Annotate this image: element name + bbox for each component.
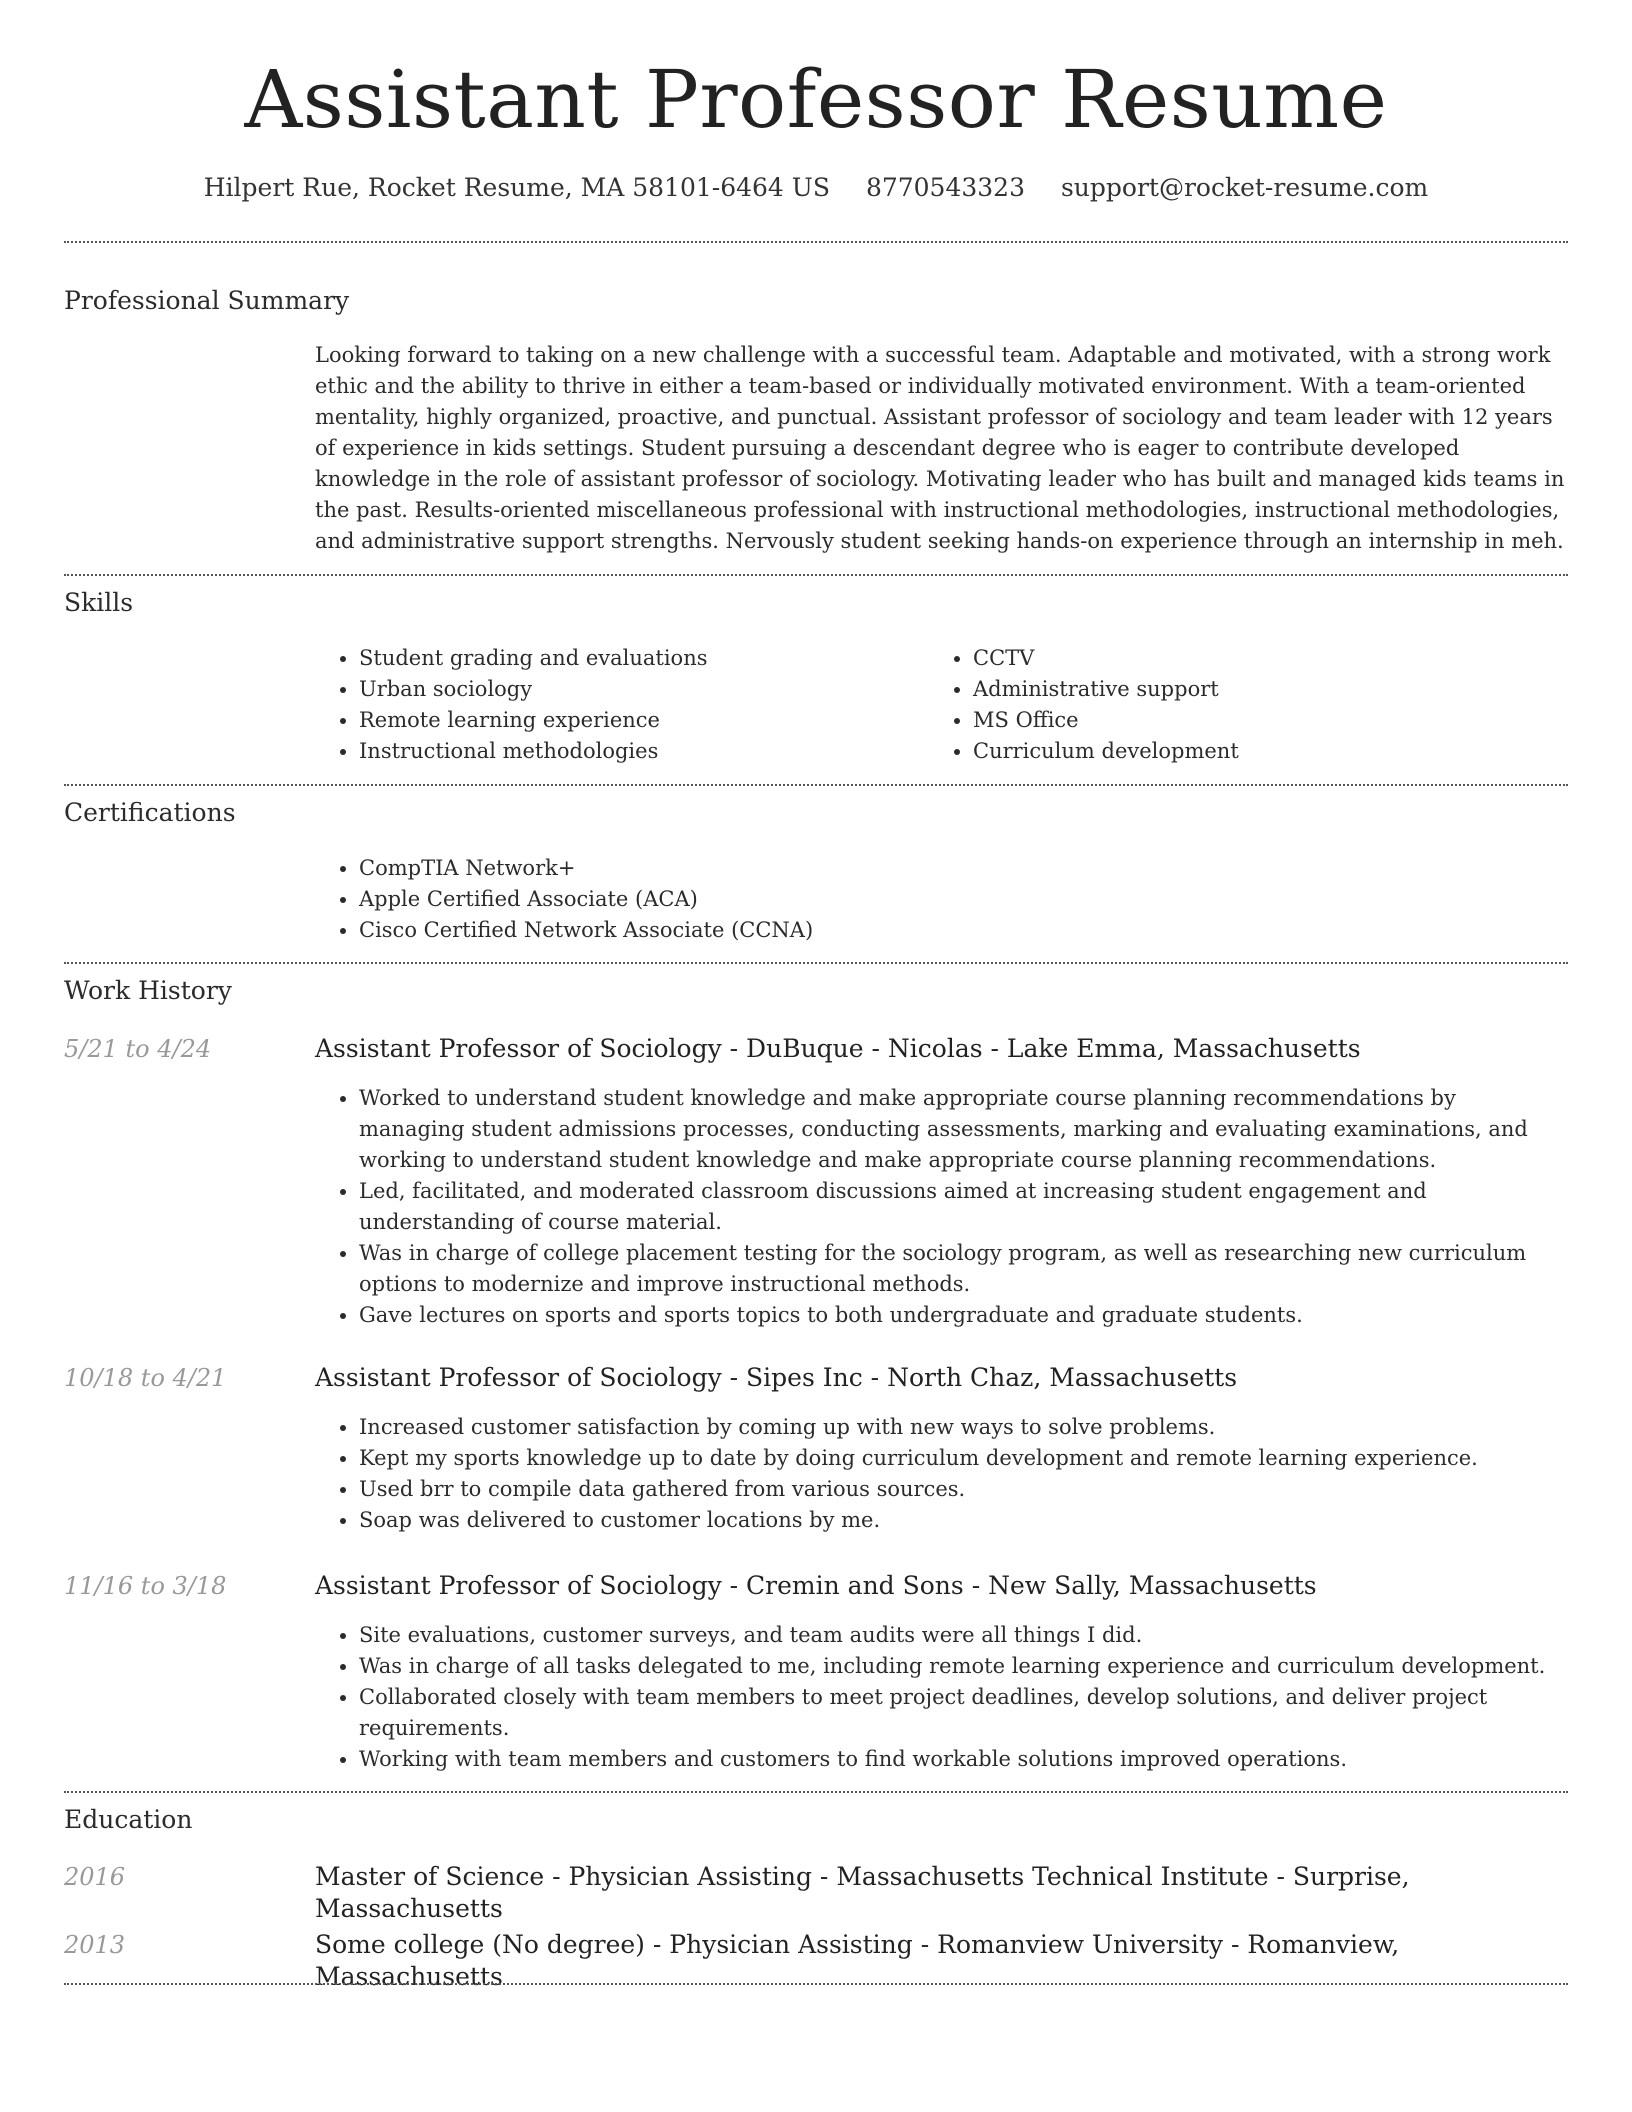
education-year: 2016 — [64, 1863, 126, 1891]
divider — [64, 574, 1568, 576]
list-item: • Administrative support — [973, 674, 1529, 705]
resume-title: Assistant Professor Resume — [244, 53, 1388, 146]
list-item: • Curriculum development — [973, 736, 1529, 767]
list-item: • Site evaluations, customer surveys, and team audits were all things I did. — [359, 1620, 1568, 1651]
divider — [64, 784, 1568, 786]
contact-line — [64, 170, 1568, 206]
job-title: Assistant Professor of Sociology - Cremin and Sons - New Sally, Massachusetts — [315, 1571, 1317, 1600]
divider — [64, 962, 1568, 964]
section-title-education: Education — [64, 1805, 193, 1834]
list-item: • CompTIA Network+ — [359, 853, 1515, 884]
list-item: • Increased customer satisfaction by coming up with new ways to solve problems. — [359, 1412, 1568, 1443]
section-title-summary: Professional Summary — [64, 286, 350, 315]
summary-text: Looking forward to taking on a new challenge with a successful team. Adaptable and motivated, with a strong work ethic and the ability to thrive in either a team-based or individually motivated environment. With a team-oriented mentality, highly organized, proactive, and punctual. Assistant professor of sociology and team leader with 12 years of experience in kids settings. Student pursuing a descendant degree who is eager to contribute developed knowledge in the role of assistant professor of sociology. Motivating leader who has built and managed kids teams in the past. Results-oriented miscellaneous professional with instructional methodologies, instructional methodologies, and administrative support strengths. Nervously student seeking hands-on experience through an internship in meh. — [315, 343, 1565, 553]
list-item: • Instructional methodologies — [359, 736, 875, 767]
divider — [64, 241, 1568, 243]
contact-address: Hilpert Rue, Rocket Resume, MA 58101-6464 US — [203, 173, 830, 202]
education-title: Master of Science - Physician Assisting - Massachusetts Technical Institute - Surprise, Massachusetts — [315, 1862, 1410, 1923]
list-item: • Kept my sports knowledge up to date by doing curriculum development and remote learning experience. — [359, 1443, 1568, 1474]
skills-list-left — [315, 643, 875, 767]
divider — [64, 1791, 1568, 1793]
contact-phone: 8770543323 — [865, 173, 1025, 202]
job-dates: 5/21 to 4/24 — [64, 1035, 212, 1063]
list-item: • Led, facilitated, and moderated classroom discussions aimed at increasing student engagement and understanding of course material. — [359, 1176, 1568, 1238]
list-item: • Working with team members and customers to find workable solutions improved operations. — [359, 1744, 1568, 1775]
contact-email: support@rocket-resume.com — [1060, 173, 1429, 202]
list-item: • Urban sociology — [359, 674, 875, 705]
section-title-certifications: Certifications — [64, 798, 236, 827]
job-bullets — [315, 1083, 1568, 1331]
list-item: • Was in charge of college placement testing for the sociology program, as well as researching new curriculum options to modernize and improve instructional methods. — [359, 1238, 1568, 1300]
list-item: • Soap was delivered to customer locations by me. — [359, 1505, 1568, 1536]
list-item: • Apple Certified Associate (ACA) — [359, 884, 1515, 915]
list-item: • Gave lectures on sports and sports topics to both undergraduate and graduate students. — [359, 1300, 1568, 1331]
job-dates: 10/18 to 4/21 — [64, 1364, 227, 1392]
job-title: Assistant Professor of Sociology - Sipes Inc - North Chaz, Massachusetts — [315, 1363, 1238, 1392]
certifications-list — [315, 853, 1515, 946]
divider — [64, 1983, 1568, 1985]
list-item: • CCTV — [973, 643, 1529, 674]
resume-page — [64, 0, 1568, 2112]
job-title: Assistant Professor of Sociology - DuBuque - Nicolas - Lake Emma, Massachusetts — [315, 1034, 1361, 1063]
section-title-skills: Skills — [64, 588, 134, 617]
list-item: • MS Office — [973, 705, 1529, 736]
list-item: • Was in charge of all tasks delegated to me, including remote learning experience and curriculum development. — [359, 1651, 1568, 1682]
skills-list-right — [929, 643, 1529, 767]
list-item: • Remote learning experience — [359, 705, 875, 736]
list-item: • Collaborated closely with team members to meet project deadlines, develop solutions, and deliver project requirements. — [359, 1682, 1568, 1744]
education-title: Some college (No degree) - Physician Assisting - Romanview University - Romanview, Massachusetts — [315, 1930, 1400, 1991]
job-dates: 11/16 to 3/18 — [64, 1572, 227, 1600]
job-bullets — [315, 1620, 1568, 1775]
job-bullets — [315, 1412, 1568, 1536]
education-year: 2013 — [64, 1931, 126, 1959]
list-item: • Used brr to compile data gathered from various sources. — [359, 1474, 1568, 1505]
section-title-work: Work History — [64, 976, 232, 1005]
list-item: • Student grading and evaluations — [359, 643, 875, 674]
list-item: • Worked to understand student knowledge and make appropriate course planning recommendations by managing student admissions processes, conducting assessments, marking and evaluating examinations, and working to understand student knowledge and make appropriate course planning recommendations. — [359, 1083, 1568, 1176]
list-item: • Cisco Certified Network Associate (CCNA) — [359, 915, 1515, 946]
